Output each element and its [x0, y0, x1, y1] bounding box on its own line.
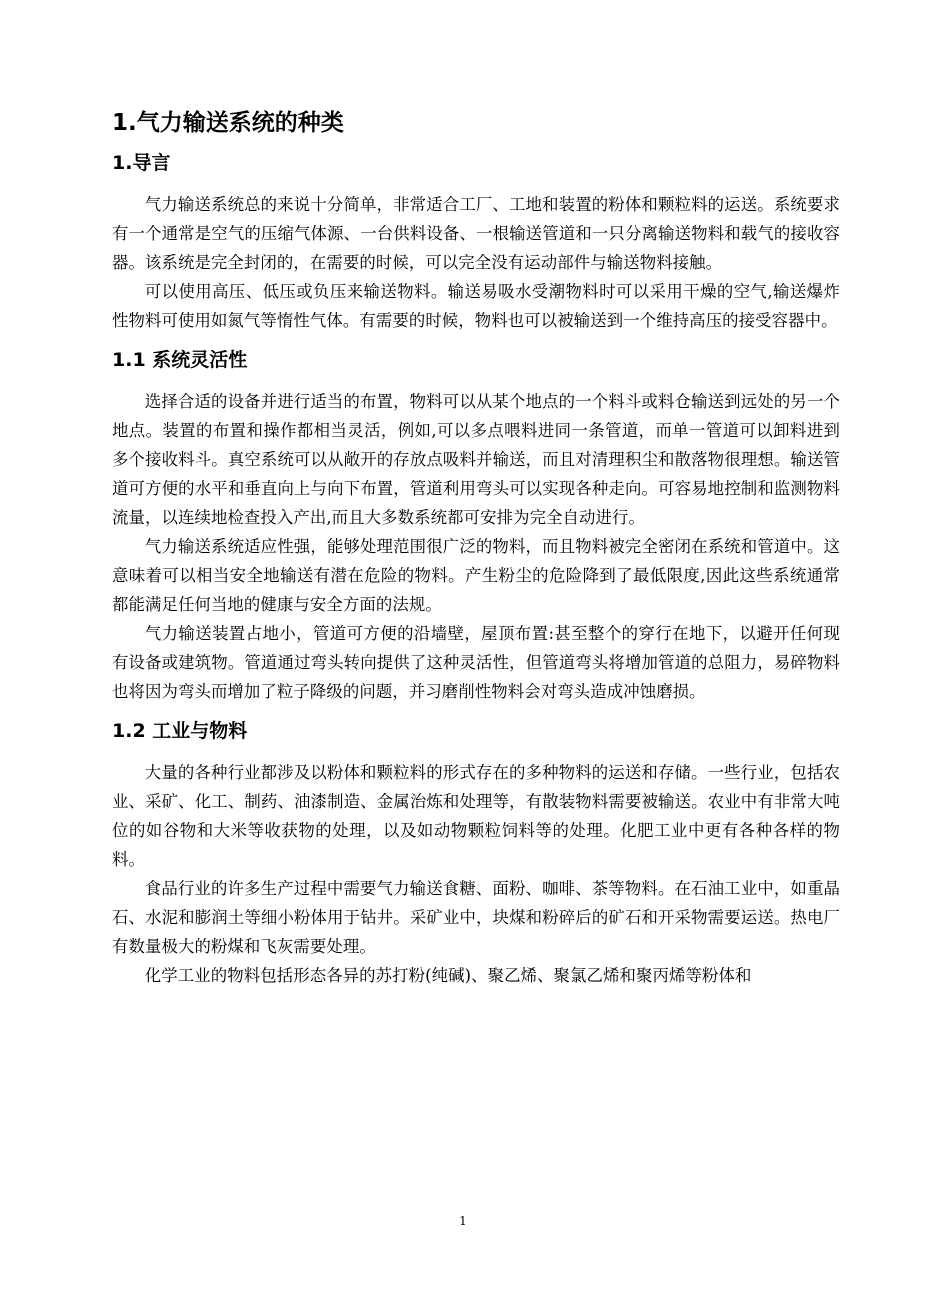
- document-page: [112, 108, 840, 990]
- paragraph: 食品行业的许多生产过程中需要气力输送食糖、面粉、咖啡、茶等物料。在石油工业中，如重晶石、水泥和膨润土等细小粉体用于钻井。采矿业中，块煤和粉碎后的矿石和开采物需要运送。热电厂有数量极大的粉煤和飞灰需要处理。: [112, 879, 840, 956]
- paragraph: 选择合适的设备并进行适当的布置，物料可以从某个地点的一个料斗或料仓输送到远处的另一个地点。装置的布置和操作都相当灵活，例如,可以多点喂料进同一条管道，而单一管道可以卸料进到多个接收料斗。真空系统可以从敞开的存放点吸料并输送，而且对清理积尘和散落物很理想。输送管道可方便的水平和垂直向上与向下布置，管道利用弯头可以实现各种走向。可容易地控制和监测物料流量，以连续地检查投入产出,而且大多数系统都可安排为完全自动进行。: [112, 392, 840, 527]
- document-title: 1.气力输送系统的种类: [112, 110, 344, 136]
- page-number: 1: [459, 1214, 467, 1228]
- section-introduction: [112, 150, 840, 335]
- paragraph: 气力输送系统总的来说十分简单，非常适合工厂、工地和装置的粉体和颗粒料的运送。系统要求有一个通常是空气的压缩气体源、一台供料设备、一根输送管道和一只分离输送物料和载气的接收容器。该系统是完全封闭的，在需要的时候，可以完全没有运动部件与输送物料接触。: [112, 195, 840, 272]
- paragraph: 化学工业的物料包括形态各异的苏打粉(纯碱)、聚乙烯、聚氯乙烯和聚丙烯等粉体和: [144, 966, 752, 985]
- paragraph: 气力输送系统适应性强，能够处理范围很广泛的物料，而且物料被完全密闭在系统和管道中。这意味着可以相当安全地输送有潜在危险的物料。产生粉尘的危险降到了最低限度,因此这些系统通常都能满足任何当地的健康与安全方面的法规。: [112, 537, 840, 614]
- paragraph: 大量的各种行业都涉及以粉体和颗粒料的形式存在的多种物料的运送和存储。一些行业，包括农业、采矿、化工、制药、油漆制造、金属治炼和处理等，有散装物料需要被输送。农业中有非常大吨位的如谷物和大米等收获物的处理，以及如动物颗粒饲料等的处理。化肥工业中更有各种各样的物料。: [112, 763, 840, 869]
- section-system-flexibility: [112, 347, 840, 706]
- section-heading: 1.1 系统灵活性: [112, 349, 248, 371]
- section-heading: 1.导言: [112, 152, 171, 174]
- section-industry-materials: [112, 718, 840, 990]
- paragraph: 气力输送装置占地小，管道可方便的沿墙壁，屋顶布置:甚至整个的穿行在地下，以避开任何现有设备或建筑物。管道通过弯头转向提供了这种灵活性，但管道弯头将增加管道的总阻力，易碎物料也将因为弯头而增加了粒子降级的问题，并习磨削性物料会对弯头造成冲蚀磨损。: [112, 624, 840, 701]
- paragraph: 可以使用高压、低压或负压来输送物料。输送易吸水受潮物料时可以采用干燥的空气,输送爆炸性物料可使用如氮气等惰性气体。有需要的时候，物料也可以被输送到一个维持高压的接受容器中。: [112, 282, 840, 330]
- section-heading: 1.2 工业与物料: [112, 720, 248, 742]
